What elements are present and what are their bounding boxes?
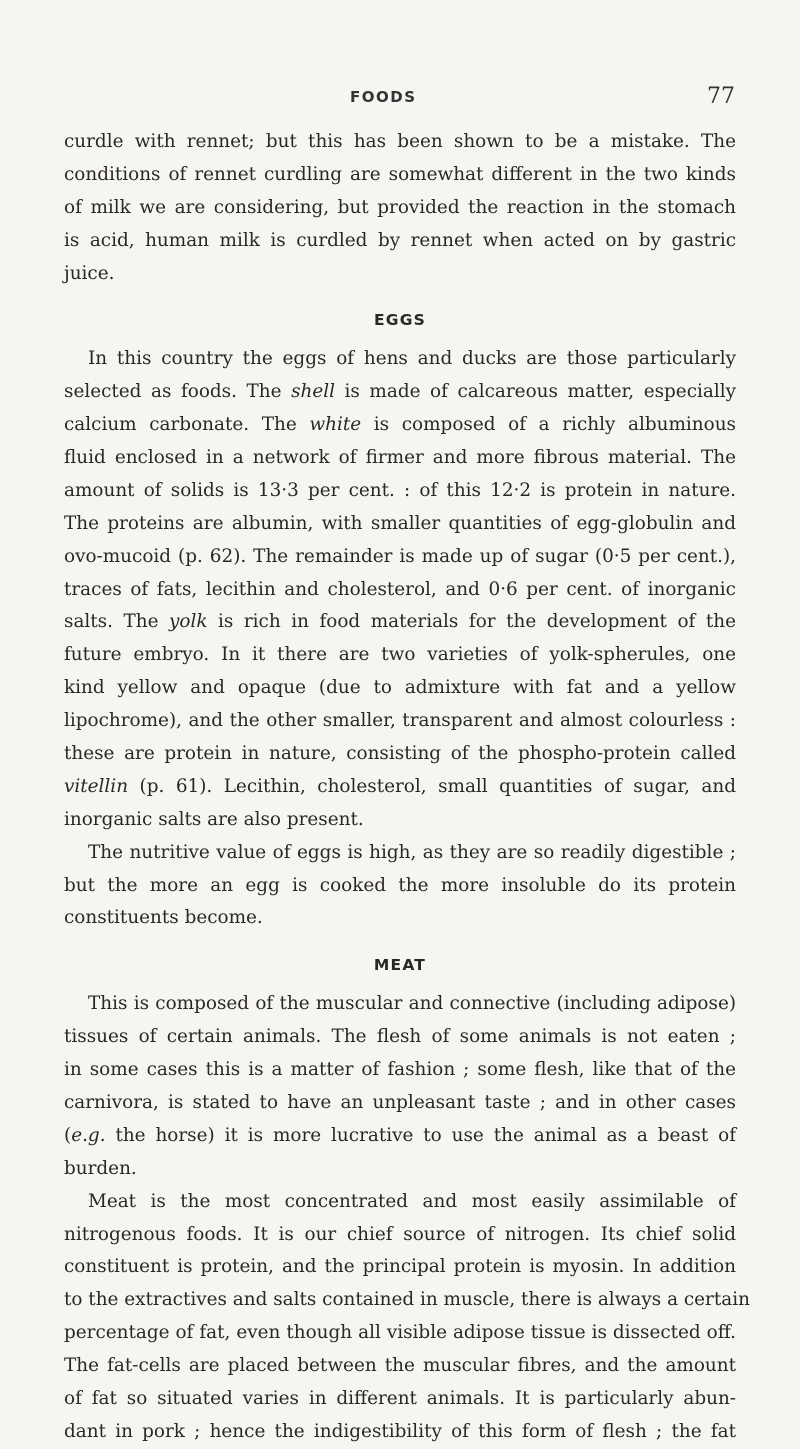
page-number: 77 [707,84,735,109]
text-line: juice. [64,262,115,284]
section-heading: EGGS [374,311,426,330]
text-line: curdle with rennet; but this has been shown to be a mistake. The [64,131,736,152]
text-line: The nutritive value of eggs is high, as they are so readily digestible ; [88,841,736,863]
running-title: FOODS [350,88,417,106]
paragraph [64,343,736,836]
text-line: nitrogenous foods. It is our chief source of nitrogen. Its chief solid [64,1223,736,1245]
section-heading: MEAT [373,956,427,975]
text-line: percentage of fat, even though all visible adipose tissue is dissected off. [64,1322,736,1344]
paragraph [64,1186,750,1449]
text-line: traces of fats, lecithin and cholesterol, and 0·6 per cent. of inorganic [64,578,736,600]
text-line: constituents become. [64,907,263,929]
text-line: is acid, human milk is curdled by rennet when acted on by gastric [64,229,736,251]
text-line: carnivora, is stated to have an unpleasant taste ; and in other cases [64,1091,736,1113]
paragraph [64,837,736,936]
text-line: dant in pork ; hence the indigestibility of this form of flesh ; the fat [64,1420,736,1442]
text-line: lipochrome), and the other smaller, transparent and almost colourless : [64,710,736,732]
text-line: The proteins are albumin, with smaller quantities of egg-globulin and [64,512,736,534]
text-line: in some cases this is a matter of fashion ; some flesh, like that of the [64,1059,736,1081]
text-line: salts. The yolk is rich in food materials for the development of the [64,611,736,633]
paragraph [64,126,736,290]
text-line: ovo-mucoid (p. 62). The remainder is made up of sugar (0·5 per cent.), [64,545,736,567]
text-line: selected as foods. The shell is made of calcareous matter, especially [64,381,736,403]
text-line: but the more an egg is cooked the more insoluble do its protein [64,874,736,896]
text-line: This is composed of the muscular and connective (including adipose) [88,993,736,1015]
paragraph [64,988,736,1185]
text-line: future embryo. In it there are two varieties of yolk-spherules, one [64,644,736,666]
text-line: of fat so situated varies in different animals. It is particularly abun- [64,1387,736,1409]
text-line: kind yellow and opaque (due to admixture with fat and a yellow [64,677,736,699]
text-line: fluid enclosed in a network of firmer and more fibrous material. The [64,447,736,469]
text-line: to the extractives and salts contained in muscle, there is always a certain [64,1289,750,1311]
text-line: Meat is the most concentrated and most easily assimilable of [88,1190,736,1212]
body-text [64,126,750,1449]
running-head [0,84,800,114]
text-line: tissues of certain animals. The flesh of some animals is not eaten ; [64,1026,736,1048]
text-line: conditions of rennet curdling are somewhat different in the two kinds [64,163,736,185]
text-line: of milk we are considering, but provided the reaction in the stomach [64,196,736,218]
text-line: constituent is protein, and the principal protein is myosin. In addition [64,1256,736,1278]
text-line: vitellin (p. 61). Lecithin, cholesterol, small quantities of sugar, and [64,775,736,797]
text-line: these are protein in nature, consisting of the phospho-protein called [64,743,736,765]
text-line: inorganic salts are also present. [64,808,364,830]
text-line: amount of solids is 13·3 per cent. : of this 12·2 is protein in nature. [64,479,736,501]
text-line: (e.g. the horse) it is more lucrative to use the animal as a beast of [64,1124,736,1146]
text-line: calcium carbonate. The white is composed of a richly albuminous [64,414,736,436]
text-line: The fat-cells are placed between the muscular fibres, and the amount [64,1355,736,1377]
text-line: burden. [64,1157,137,1179]
text-line: In this country the eggs of hens and ducks are those particularly [88,348,736,370]
